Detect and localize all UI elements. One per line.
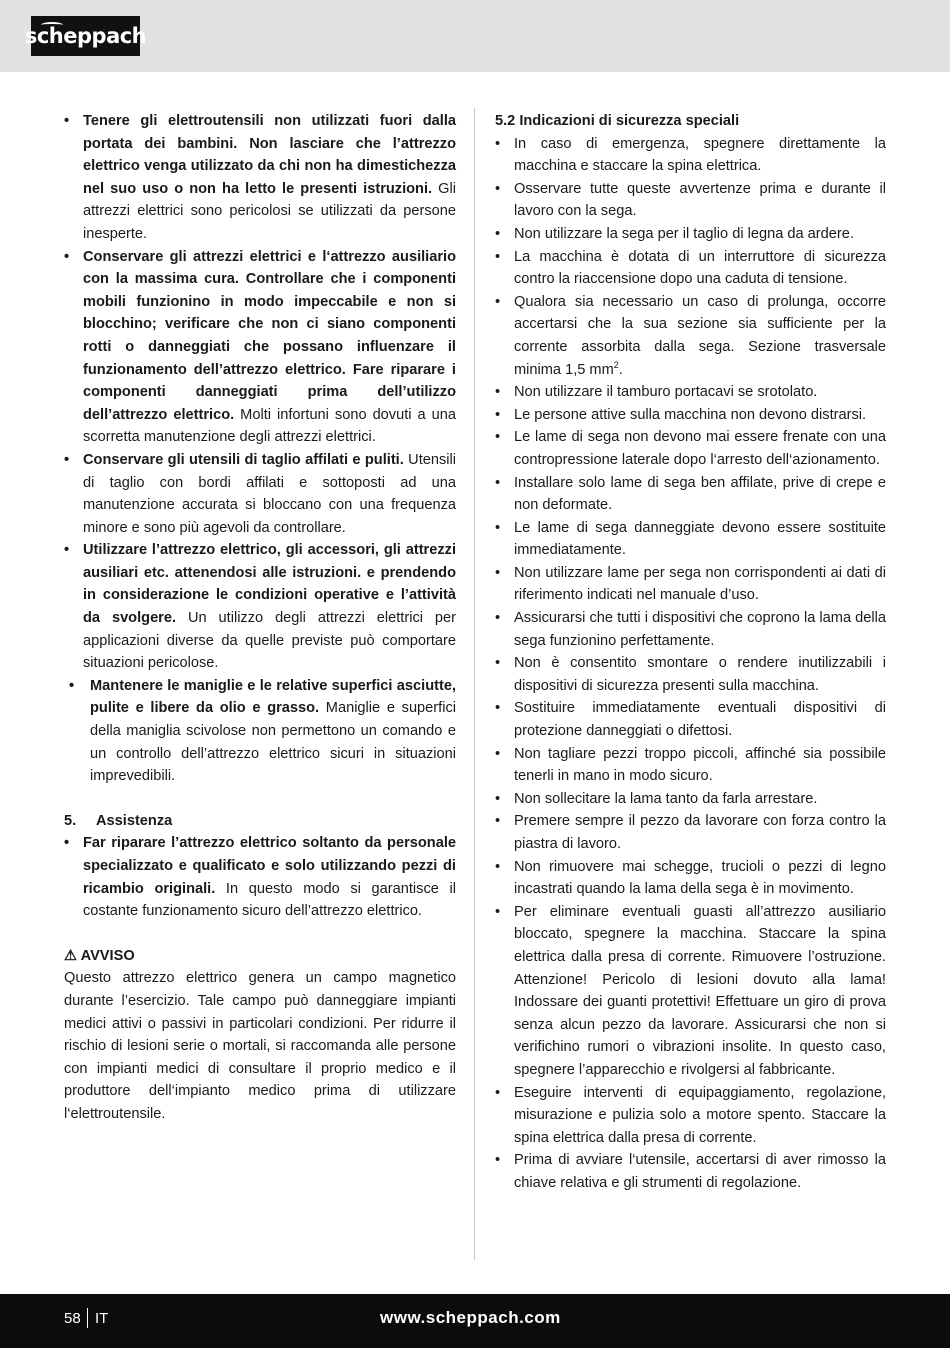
item-text: Qualora sia necessario un caso di prolunga, occorre accertarsi che la sua sezione sia sufficiente per la corrente assorbita dalla sega. Sezione trasversale minima 1,5 mm [514, 293, 886, 378]
warning-triangle-icon: ⚠ [64, 947, 78, 964]
list-item: • Osservare tutte queste avvertenze prima e durante il lavoro con la sega. [495, 178, 886, 223]
logo-text: scheppach [24, 24, 147, 48]
special-safety-list [495, 133, 886, 1195]
item-text: Gli attrezzi elettrici sono pericolosi se utilizzati da persone inesperte. [83, 180, 456, 242]
item-text: Utensili di taglio con bordi affilati e sottoposti ad una manutenzione accurata si bloccano con una frequenza minore e sono più agevoli da controllare. [83, 451, 457, 536]
list-item [64, 539, 456, 675]
list-item: • Premere sempre il pezzo da lavorare con forza contro la piastra di lavoro. [495, 810, 886, 855]
page-number: 58 [64, 1310, 81, 1327]
item-text: Un utilizzo degli attrezzi elettrici per applicazioni diverse da quelle previste può comportare situazioni pericolose. [83, 610, 457, 672]
list-item [495, 291, 886, 381]
warning-heading [64, 945, 456, 968]
list-item: • La macchina è dotata di un interruttore di sicurezza contro la riaccensione dopo una caduta di tensione. [495, 246, 886, 291]
page-header [0, 0, 950, 72]
warning-text: Questo attrezzo elettrico genera un campo magnetico durante l’esercizio. Tale campo può danneggiare impianti medici attivi o passivi in particolari condizioni. Per ridurre il rischio di lesioni serie o mortali, si raccomanda alle persone con impianti medici di consultare il proprio medico e il produttore dell‘impianto medico prima di utilizzare l‘elettroutensile. [64, 970, 456, 1122]
item-bold: Conservare gli attrezzi elettrici e l‘attrezzo ausiliario con la massima cura. Controllare che i componenti mobili funzionino in modo impeccabile e non si blocchino; verificare che non ci siano componenti rotti o danneggiati che possano influenzare il funzionamento dell’attrezzo elettrico. Fare riparare i componenti danneggiati prima dell’utilizzo dell’attrezzo elettrico. [83, 248, 456, 423]
warning-title: AVVISO [80, 947, 135, 964]
column-divider [474, 108, 475, 1260]
list-item: • Prima di avviare l‘utensile, accertarsi di aver rimosso la chiave relativa e gli strumenti di regolazione. [495, 1149, 886, 1194]
list-item [64, 449, 456, 539]
section-number: 5. [64, 812, 77, 829]
list-item: • Non tagliare pezzi troppo piccoli, affinché sia possibile tenerli in mano in modo sicuro. [495, 743, 886, 788]
website-url: www.scheppach.com [380, 1308, 561, 1327]
section-title-text: Assistenza [96, 812, 173, 829]
list-item: • Eseguire interventi di equipaggiamento, regolazione, misurazione e pulizia solo a motore spento. Staccare la spina elettrica dalla presa di corrente. [495, 1082, 886, 1150]
scheppach-logo [24, 16, 147, 56]
right-column [495, 110, 886, 1195]
item-bold: Mantenere le maniglie e le relative superfici asciutte, pulite e libere da olio e grasso. [90, 677, 456, 717]
list-item: • Non utilizzare lame per sega non corrispondenti ai dati di riferimento indicati nel manuale d’uso. [495, 562, 886, 607]
item-text: In questo modo si garantisce il costante funzionamento sicuro dell’attrezzo elettrico. [83, 880, 456, 920]
item-bold: Tenere gli elettroutensili non utilizzati fuori dalla portata dei bambini. Non lasciare che l’attrezzo elettrico venga utilizzato da chi non ha dimestichezza nel suo uso o non ha letto le presenti istruzioni. [83, 113, 456, 197]
safety-list [64, 110, 456, 788]
list-item: • Le lame di sega non devono mai essere frenate con una contropressione laterale dopo l‘arresto dell‘azionamento. [495, 426, 886, 471]
list-item [64, 675, 456, 788]
list-item: • Sostituire immediatamente eventuali dispositivi di protezione danneggiati o difettosi. [495, 697, 886, 742]
item-text: Maniglie e superfici della maniglia scivolose non permettono un comando e un controllo dell’attrezzo elettrico sicuri in situazioni imprevedibili. [90, 700, 456, 785]
item-text-end: . [618, 361, 623, 378]
logo-swoosh-icon [41, 22, 63, 28]
list-item: • Non sollecitare la lama tanto da farla arrestare. [495, 788, 886, 811]
list-item: • Non utilizzare la sega per il taglio di legna da ardere. [495, 223, 886, 246]
list-item: • Assicurarsi che tutti i dispositivi che coprono la lama della sega funzionino perfettamente. [495, 607, 886, 652]
list-item: • Per eliminare eventuali guasti all’attrezzo ausiliario bloccato, spegnere la macchina. Staccare la spina elettrica dalla presa di corrente. Rimuovere l’ostruzione. Attenzione! Pericolo di lesioni dovuto alla lama! Indossare dei guanti protettivi! Effettuare un giro di prova senza alcun pezzo da lavorare. Assicurarsi che non si verifichino rumori o vibrazioni insolite. In questo caso, spegnere l’apparecchio e rivolgersi al fabbricante. [495, 901, 886, 1082]
assistance-list [64, 832, 456, 922]
list-item: • Non rimuovere mai schegge, trucioli o pezzi di legno incastrati quando la lama della sega è in movimento. [495, 856, 886, 901]
list-item: • Le lame di sega danneggiate devono essere sostituite immediatamente. [495, 517, 886, 562]
section-heading [64, 810, 456, 833]
list-item [64, 246, 456, 449]
language-code: IT [95, 1310, 109, 1327]
list-item [64, 832, 456, 922]
item-bold: Utilizzare l’attrezzo elettrico, gli accessori, gli attrezzi ausiliari etc. attenendosi alle istruzioni. e prendendo in considerazione le condizioni operative e l’attività da svolgere. [83, 542, 456, 627]
list-item [64, 110, 456, 246]
list-item: • Non è consentito smontare o rendere inutilizzabili i dispositivi di sicurezza presenti sulla macchina. [495, 652, 886, 697]
left-column [64, 110, 456, 1126]
item-bold: Conservare gli utensili di taglio affilati e puliti. [83, 451, 404, 468]
superscript: 2 [613, 359, 619, 370]
list-item: • Le persone attive sulla macchina non devono distrarsi. [495, 404, 886, 427]
footer-separator [87, 1308, 88, 1328]
list-item: • Installare solo lame di sega ben affilate, prive di crepe e non deformate. [495, 472, 886, 517]
list-item: • In caso di emergenza, spegnere direttamente la macchina e staccare la spina elettrica. [495, 133, 886, 178]
item-text: Molti infortuni sono dovuti a una scorretta manutenzione degli attrezzi elettrici. [83, 406, 456, 446]
list-item: • Non utilizzare il tamburo portacavi se srotolato. [495, 381, 886, 404]
item-bold: Far riparare l’attrezzo elettrico soltanto da personale specializzato e qualificato e solo utilizzando pezzi di ricambio originali. [83, 835, 456, 897]
section-heading: 5.2 Indicazioni di sicurezza speciali [495, 113, 740, 129]
page-footer [0, 1294, 950, 1348]
